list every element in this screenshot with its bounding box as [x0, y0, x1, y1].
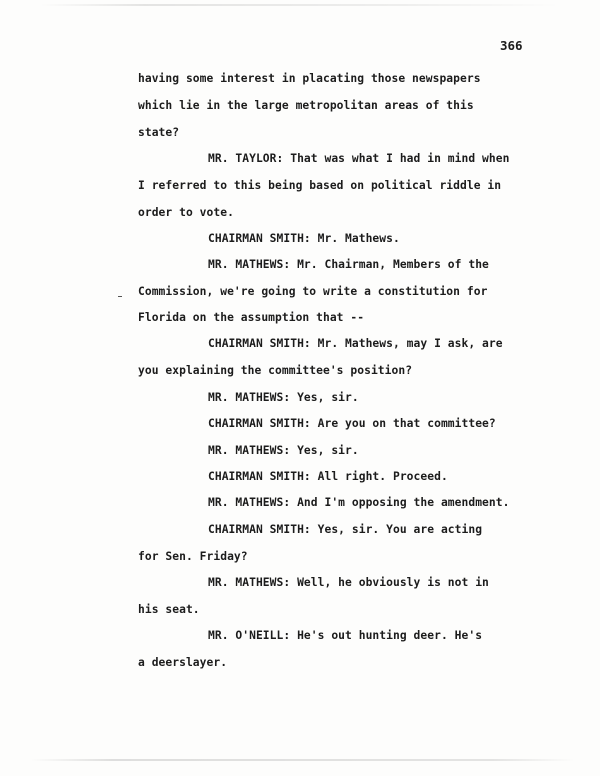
transcript-line: Commission, we're going to write a constitution for: [138, 285, 488, 298]
transcript-line: his seat.: [138, 603, 200, 616]
page-number: 366: [500, 38, 523, 53]
transcript-line: I referred to this being based on political riddle in: [138, 179, 502, 192]
transcript-line: which lie in the large metropolitan areas of this: [138, 99, 474, 112]
transcript-line: MR. O'NEILL: He's out hunting deer. He's: [208, 629, 483, 642]
transcript-line: MR. MATHEWS: Well, he obviously is not in: [208, 576, 489, 589]
transcript-line: MR. TAYLOR: That was what I had in mind when: [208, 152, 510, 165]
transcript-line: Florida on the assumption that --: [138, 311, 365, 324]
transcript-line: MR. MATHEWS: Yes, sir.: [208, 391, 359, 404]
page-top-edge: [40, 4, 560, 6]
page-bottom-edge: [30, 759, 575, 761]
transcript-line: CHAIRMAN SMITH: Mr. Mathews.: [208, 232, 400, 245]
transcript-line: MR. MATHEWS: Yes, sir.: [208, 444, 359, 457]
transcript-line: CHAIRMAN SMITH: Yes, sir. You are acting: [208, 523, 483, 536]
transcript-line: MR. MATHEWS: And I'm opposing the amendment.: [208, 496, 510, 509]
transcript-line: MR. MATHEWS: Mr. Chairman, Members of the: [208, 258, 489, 271]
transcript-line: having some interest in placating those newspapers: [138, 72, 481, 85]
transcript-line: you explaining the committee's position?: [138, 364, 413, 377]
transcript-line: for Sen. Friday?: [138, 550, 248, 563]
transcript-line: order to vote.: [138, 206, 234, 219]
transcript-line: CHAIRMAN SMITH: Are you on that committee?: [208, 417, 496, 430]
transcript-line: state?: [138, 126, 180, 139]
transcript-line: CHAIRMAN SMITH: All right. Proceed.: [208, 470, 448, 483]
stray-mark: [118, 296, 122, 297]
transcript-line: a deerslayer.: [138, 656, 228, 669]
transcript-line: CHAIRMAN SMITH: Mr. Mathews, may I ask, are: [208, 337, 503, 350]
